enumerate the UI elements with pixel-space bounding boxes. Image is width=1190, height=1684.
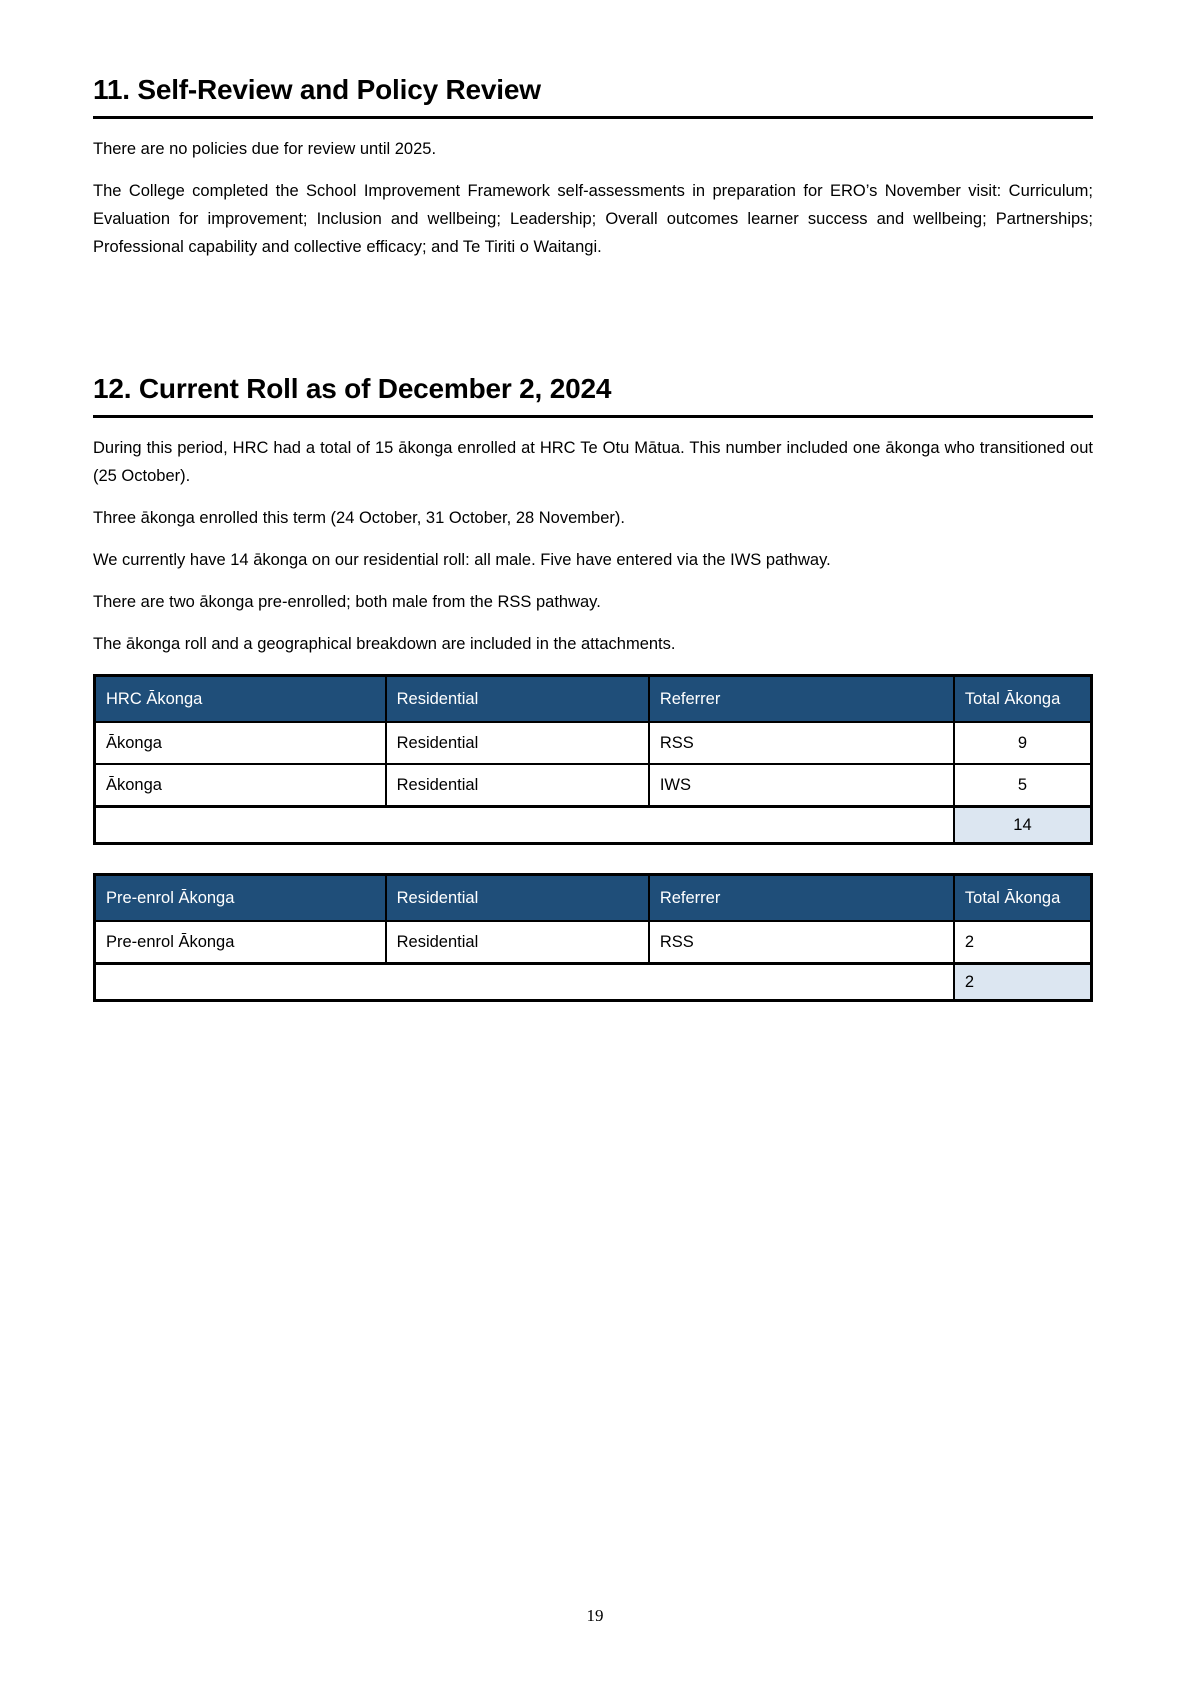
total-value: 2 [954,964,1092,1001]
column-header-total-akonga: Total Ākonga [954,875,1092,922]
column-header-hrc-akonga: HRC Ākonga [95,676,386,723]
table-header-row [95,676,1092,723]
column-header-referrer: Referrer [649,875,954,922]
table-cell: Ākonga [95,764,386,807]
section-12-paragraph-3: We currently have 14 ākonga on our residential roll: all male. Five have entered via the IWS pathway. [93,551,831,569]
column-header-pre-enrol-akonga: Pre-enrol Ākonga [95,875,386,922]
section-11-paragraph-2: The College completed the School Improvement Framework self-assessments in preparation for ERO’s November visit: Curriculum; Evaluation for improvement; Inclusion and wellbeing; Leadership; Overall outcomes learner success and wellbeing; Partnerships; Professional capability and collective efficacy; and Te Tiriti o Waitangi. [93,182,1093,256]
table-cell-count: 9 [954,722,1092,764]
section-11-heading: 11. Self-Review and Policy Review [93,74,1093,119]
table-cell: Residential [386,722,649,764]
table-cell: RSS [649,921,954,964]
table-cell-count: 2 [954,921,1092,964]
table-cell: RSS [649,722,954,764]
column-header-total-akonga: Total Ākonga [954,676,1092,723]
section-12 [93,373,1093,1002]
column-header-residential: Residential [386,875,649,922]
total-row-spacer [95,964,954,1001]
total-row [95,807,1092,844]
table-cell: IWS [649,764,954,807]
section-12-paragraph-1: During this period, HRC had a total of 15 ākonga enrolled at HRC Te Otu Mātua. This number included one ākonga who transitioned out (25 October). [93,439,1093,485]
page-footer [0,1606,1190,1626]
section-11-paragraph-1: There are no policies due for review until 2025. [93,140,437,158]
page-number: 19 [586,1606,604,1625]
section-11 [93,74,1093,261]
column-header-residential: Residential [386,676,649,723]
table-header-row [95,875,1092,922]
table-cell: Residential [386,764,649,807]
pre-enrol-table [93,873,1093,1002]
table-cell: Residential [386,921,649,964]
total-value: 14 [954,807,1092,844]
total-row-spacer [95,807,954,844]
column-header-referrer: Referrer [649,676,954,723]
total-row [95,964,1092,1001]
table-row [95,921,1092,964]
section-12-paragraph-4: There are two ākonga pre-enrolled; both male from the RSS pathway. [93,593,601,611]
table-cell-count: 5 [954,764,1092,807]
section-12-heading: 12. Current Roll as of December 2, 2024 [93,373,1093,418]
hrc-akonga-table [93,674,1093,845]
table-row [95,722,1092,764]
table-row [95,764,1092,807]
section-12-paragraph-2: Three ākonga enrolled this term (24 October, 31 October, 28 November). [93,509,625,527]
section-12-paragraph-5: The ākonga roll and a geographical breakdown are included in the attachments. [93,635,676,653]
table-cell: Pre-enrol Ākonga [95,921,386,964]
table-cell: Ākonga [95,722,386,764]
